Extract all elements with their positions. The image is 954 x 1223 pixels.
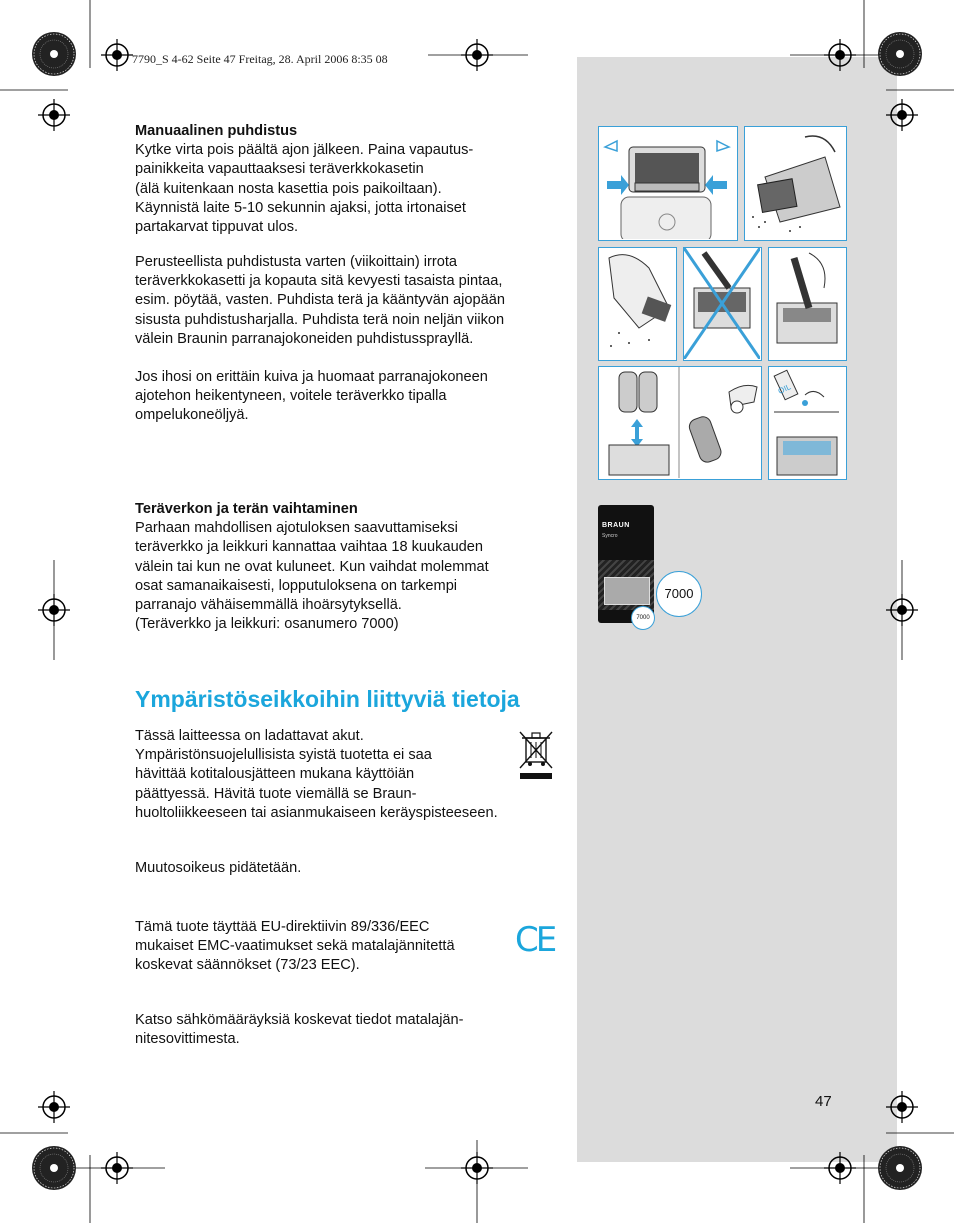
text-line: (älä kuitenkaan nosta kasettia pois paikoiltaan). xyxy=(135,180,442,197)
illustration-brush-cutter xyxy=(768,247,847,361)
oil-label: OIL xyxy=(776,382,793,396)
illustration-oil-foil xyxy=(768,366,847,480)
text-line: ompelukoneöljyä. xyxy=(135,407,249,424)
text-line: sisusta puhdistusharjalla. Puhdista terä noin neljän viikon xyxy=(135,311,505,328)
text-line: Jos ihosi on erittäin kuiva ja huomaat parranajokoneen xyxy=(135,369,488,385)
oil-paragraph xyxy=(135,368,560,426)
text-line: painikkeita vapauttaaksesi teräverkkokasetin xyxy=(135,161,424,178)
text-line: teräverkko ja leikkuri kannattaa vaihtaa 18 kuukauden xyxy=(135,539,484,556)
model-label: Syncro xyxy=(602,533,618,539)
text-line: nitesovittimesta. xyxy=(135,1031,240,1048)
text-line: Kytke virta pois päältä ajon jälkeen. Paina vapautus- xyxy=(135,142,474,159)
text-line: partakarvat tippuvat ulos. xyxy=(135,219,299,236)
deep-cleaning-paragraph xyxy=(135,253,560,349)
manual-cleaning-heading: Manuaalinen puhdistus xyxy=(135,123,298,139)
text-line: esim. pöytää, vasten. Puhdista terä ja kääntyvän ajopään xyxy=(135,292,505,309)
crossed-bin-icon xyxy=(516,728,556,782)
environment-title: Ympäristöseikkoihin liittyviä tietoja xyxy=(135,686,520,712)
text-line: huoltoliikkeeseen tai asianmukaiseen keräyspisteeseen. xyxy=(135,804,498,821)
text-line: osat samanaikaisesti, lopputuloksena on tarkempi xyxy=(135,577,458,594)
text-line: teräverkkokasetti ja kopauta sitä kevyesti tasaista pintaa, xyxy=(135,273,503,290)
illustration-remove-cutter-spray xyxy=(598,366,762,480)
small-part-badge: 7000 xyxy=(631,606,655,630)
print-slug: 7790_S 4-62 Seite 47 Freitag, 28. April 2006 8:35 08 xyxy=(132,52,388,66)
replacement-heading: Teräverkon ja terän vaihtaminen xyxy=(135,501,358,517)
text-line: Käynnistä laite 5-10 sekunnin ajaksi, jotta irtonaiset xyxy=(135,199,466,216)
brand-logo: BRAUN xyxy=(602,522,630,529)
text-line: Parhaan mahdollisen ajotuloksen saavuttamiseksi xyxy=(135,520,458,537)
text-line: (Teräverkko ja leikkuri: osanumero 7000) xyxy=(135,616,399,633)
illustration-no-brush-foil xyxy=(683,247,762,361)
change-notice: Muutosoikeus pidätetään. xyxy=(135,860,302,876)
manual-cleaning-section xyxy=(135,122,560,237)
text-line: Tässä laitteessa on ladattavat akut. xyxy=(135,728,364,744)
text-line: päättyessä. Hävitä tuote viemällä se Braun- xyxy=(135,785,417,802)
text-line: välein tai kun ne ovat kuluneet. Kun vaihdat molemmat xyxy=(135,558,489,575)
illustration-tap-cassette xyxy=(598,247,677,361)
text-line: välein Braunin parranajokoneiden puhdistussprayllä. xyxy=(135,330,474,347)
final-paragraph xyxy=(135,1011,560,1049)
illustration-shake-hairs xyxy=(744,126,847,241)
page-number: 47 xyxy=(815,1093,832,1110)
text-line: hävittää kotitalousjätteen mukana käyttöiän xyxy=(135,766,415,783)
text-line: Perusteellista puhdistusta varten (viikoittain) irrota xyxy=(135,254,458,270)
text-line: mukaiset EMC-vaatimukset sekä matalajännitettä xyxy=(135,938,455,955)
part-number-badge: 7000 xyxy=(656,571,702,617)
text-line: Ympäristönsuojelullisista syistä tuotetta ei saa xyxy=(135,747,432,764)
text-line: Tämä tuote täyttää EU-direktiivin 89/336/EEC xyxy=(135,919,430,935)
illustration-release-buttons xyxy=(598,126,738,241)
ce-paragraph xyxy=(135,918,560,976)
text-line: koskevat säännökset (73/23 EEC). xyxy=(135,957,360,974)
replacement-section xyxy=(135,500,560,634)
ce-mark-icon: CE xyxy=(515,920,555,960)
text-line: ajotehon heikentyneen, voitele teräverkko tipalla xyxy=(135,388,447,405)
text-line: parranajo vähäisemmällä ihoärsytyksellä. xyxy=(135,597,402,614)
environment-paragraph xyxy=(135,727,560,823)
text-line: Katso sähkömääräyksiä koskevat tiedot matalajän- xyxy=(135,1012,464,1028)
